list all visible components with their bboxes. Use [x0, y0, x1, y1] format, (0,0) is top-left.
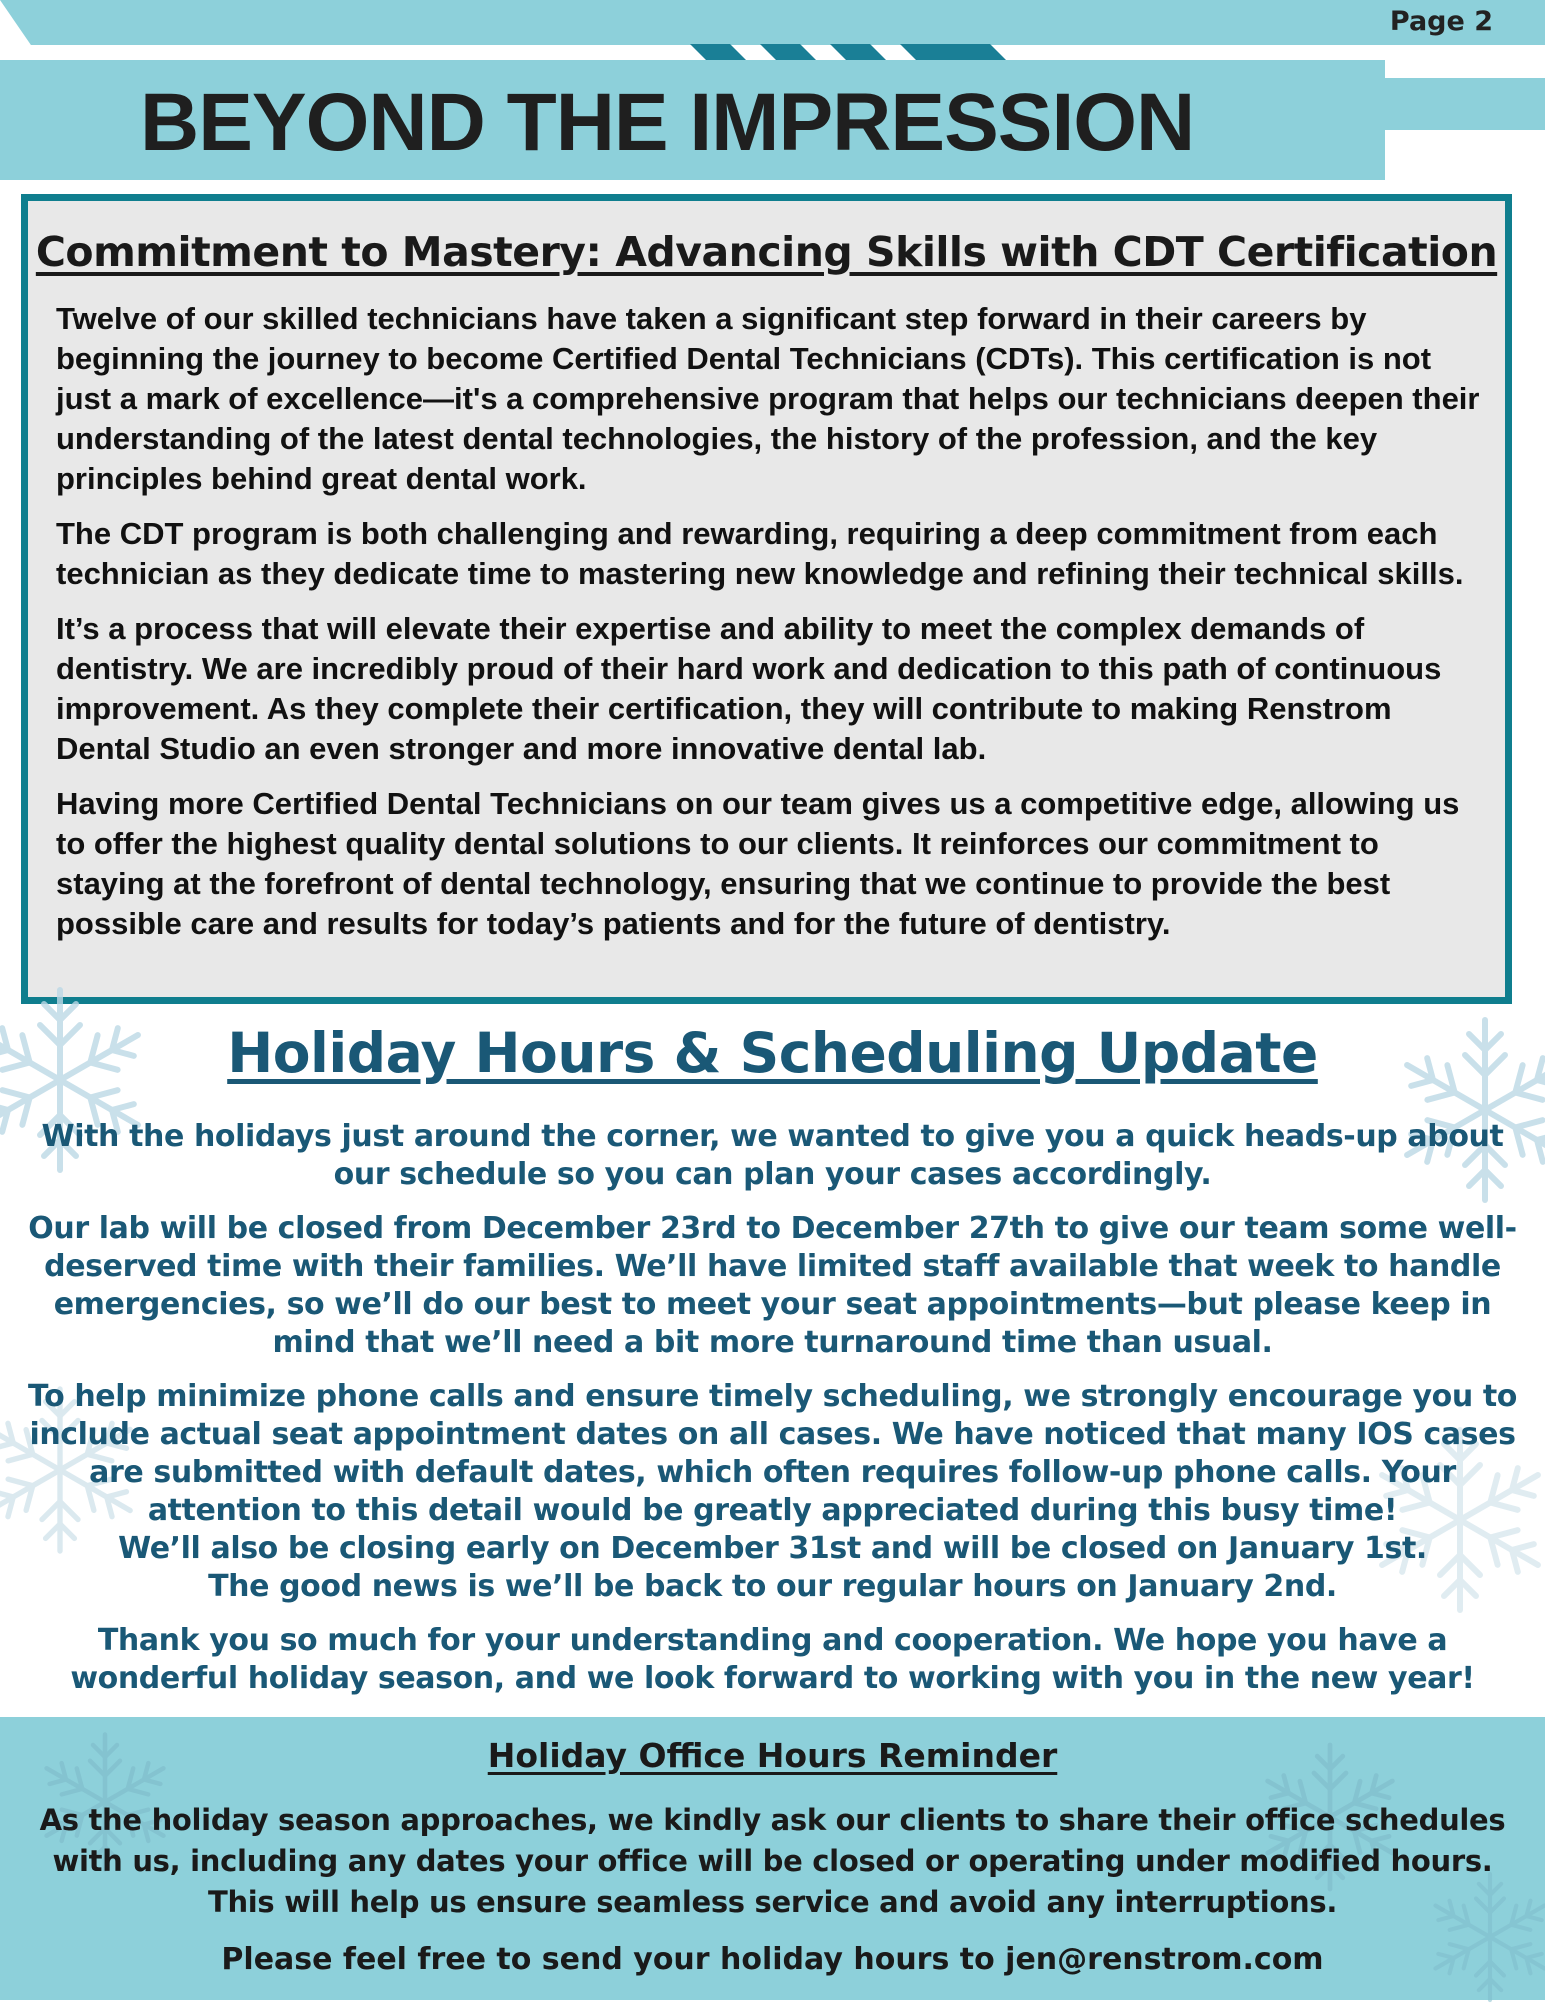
- top-band: [0, 0, 1545, 45]
- cdt-paragraph: The CDT program is both challenging and rewarding, requiring a deep commitment from each technician as they dedicate time to mastering new knowledge and refining their technical skills.: [56, 516, 1464, 591]
- holiday-body: [10, 1118, 1535, 1714]
- holiday-paragraph: The good news is we’ll be back to our regular hours on January 2nd.: [208, 1569, 1337, 1604]
- holiday-paragraph: To help minimize phone calls and ensure timely scheduling, we strongly encourage you to include actual seat appointment dates on all cases. We have noticed that many IOS cases are submitted with default dates, which often requires follow-up phone calls. Your attention to this detail would be greatly appreciated during this busy time!: [28, 1379, 1517, 1528]
- cdt-paragraph: It’s a process that will elevate their expertise and ability to meet the complex demands of dentistry. We are incredibly proud of their hard work and dedication to this path of continuous improvement. As they complete their certification, they will contribute to making Renstrom Dental Studio an even stronger and more innovative dental lab.: [56, 611, 1442, 766]
- cdt-paragraph: Twelve of our skilled technicians have taken a significant step forward in their careers by beginning the journey to become Certified Dental Technicians (CDTs). This certification is not just a mark of excellence—it's a comprehensive program that helps our technicians deepen their understanding of the latest dental technologies, the history of the profession, and the key principles behind great dental work.: [56, 301, 1480, 496]
- title-bar-notch: [1385, 78, 1545, 130]
- holiday-paragraph: We’ll also be closing early on December 31st and will be closed on January 1st.: [118, 1531, 1427, 1566]
- cdt-paragraph: Having more Certified Dental Technicians on our team gives us a competitive edge, allowing us to offer the highest quality dental solutions to our clients. It reinforces our commitment to staying at the forefront of dental technology, ensuring that we continue to provide the best possible care and results for today’s patients and for the future of dentistry.: [56, 786, 1460, 941]
- holiday-paragraph: Our lab will be closed from December 23rd to December 27th to give our team some well-deserved time with their families. We’ll have limited staff available that week to handle emergencies, so we’ll do our best to meet your seat appointments—but please keep in mind that we’ll need a bit more turnaround time than usual.: [28, 1211, 1517, 1360]
- reminder-contact: Please feel free to send your holiday hours to jen@renstrom.com: [221, 1942, 1324, 1977]
- holiday-paragraph: With the holidays just around the corner, we wanted to give you a quick heads-up about our schedule so you can plan your cases accordingly.: [41, 1119, 1504, 1192]
- holiday-heading: Holiday Hours & Scheduling Update: [227, 1021, 1318, 1085]
- page-number: Page 2: [1389, 6, 1493, 37]
- cdt-article-box: [21, 194, 1512, 1004]
- reminder-heading: Holiday Office Hours Reminder: [487, 1736, 1058, 1775]
- cdt-article-body: [56, 299, 1483, 944]
- cdt-article-heading: Commitment to Mastery: Advancing Skills with CDT Certification: [35, 228, 1498, 276]
- reminder-body: As the holiday season approaches, we kindly ask our clients to share their office schedules with us, including any dates your office will be closed or operating under modified hours. This will help us ensure seamless service and avoid any interruptions.: [39, 1803, 1506, 1919]
- newsletter-title: BEYOND THE IMPRESSION: [140, 77, 1195, 168]
- holiday-paragraph: Thank you so much for your understanding and cooperation. We hope you have a wonderful holiday season, and we look forward to working with you in the new year!: [70, 1623, 1475, 1696]
